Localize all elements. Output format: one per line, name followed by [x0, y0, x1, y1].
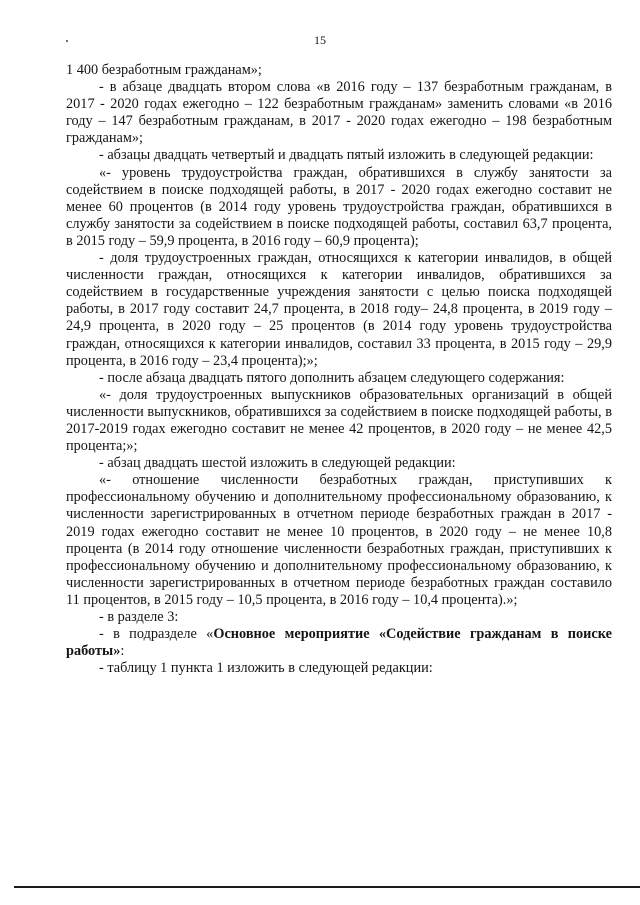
subsection-suffix: : — [120, 643, 125, 660]
subsection-title: Основное мероприятие «Содействие гражданам в поиске работы» — [66, 626, 612, 660]
paragraph-7: «- доля трудоустроенных выпускников образовательных организаций в общей численности выпускников, обратившихся за содействием в поиске подходящей работы, в 2017-2019 годах ежегодно составит не менее 42 процентов, в 2020 году – не менее 42,5 процента;»; — [66, 386, 612, 455]
paragraph-9: «- отношение численности безработных граждан, приступивших к профессиональному обучению и дополнительному профессиональному образованию, к численности зарегистрированных в отчетном периоде безработных граждан в 2017 - 2019 годах ежегодно составит не менее 10 процентов, в 2020 году – не менее 10,8 процента (в 2014 году отношение численности безработных граждан, приступивших к профессиональному обучению и дополнительному профессиональному образованию, к численности зарегистрированных в отчетном периоде безработных граждан составило 11 процентов, в 2015 году – 10,5 процента, в 2016 году – 10,4 процента).»; — [66, 472, 612, 608]
scan-speck — [66, 40, 68, 42]
subsection-paragraph — [66, 626, 612, 660]
paragraph-1: 1 400 безработным гражданам»; — [66, 62, 262, 78]
final-paragraph: - таблицу 1 пункта 1 изложить в следующей редакции: — [99, 660, 433, 677]
paragraph-5: - доля трудоустроенных граждан, относящихся к категории инвалидов, в общей численности граждан, относящихся к категории инвалидов, обратившихся за содействием в государственные учреждения занятости с целью поиска подходящей работы, в 2017 году составит 24,7 процента, в 2018 году– 24,8 процента, в 2019 году – 24,9 процента, в 2020 году – 25 процентов (в 2014 году уровень трудоустройства граждан, относящихся к категории инвалидов, составил 33 процента, в 2015 году – 29,9 процента, в 2016 году – 23,4 процента);»; — [66, 250, 612, 369]
paragraph-10: - в разделе 3: — [99, 609, 179, 625]
paragraph-8: - абзац двадцать шестой изложить в следующей редакции: — [99, 455, 456, 472]
document-body — [66, 62, 612, 677]
paragraph-2: - в абзаце двадцать втором слова «в 2016 году – 137 безработным гражданам, в 2017 - 2020 годах ежегодно – 122 безработным гражданам» заменить словами «в 2016 году – 147 безработным гражданам, в 2017 - 2020 годах ежегодно – 198 безработным гражданам»; — [66, 79, 612, 147]
paragraph-4: «- уровень трудоустройства граждан, обратившихся в службу занятости за содействием в поиске подходящей работы, в 2017 - 2020 годах ежегодно составит не менее 60 процентов (в 2014 году уровень трудоустройства граждан, обратившихся в службу занятости за содействием в поиске подходящей работы, составил 63,7 процента, в 2015 году – 59,9 процента, в 2016 году – 60,9 процента); — [66, 164, 612, 249]
bottom-border-line — [14, 886, 640, 888]
paragraph-3: - абзацы двадцать четвертый и двадцать пятый изложить в следующей редакции: — [99, 147, 594, 164]
paragraph-6: - после абзаца двадцать пятого дополнить абзацем следующего содержания: — [99, 369, 565, 386]
subsection-prefix: - в подразделе « — [99, 626, 214, 643]
page-number: 15 — [314, 33, 326, 47]
